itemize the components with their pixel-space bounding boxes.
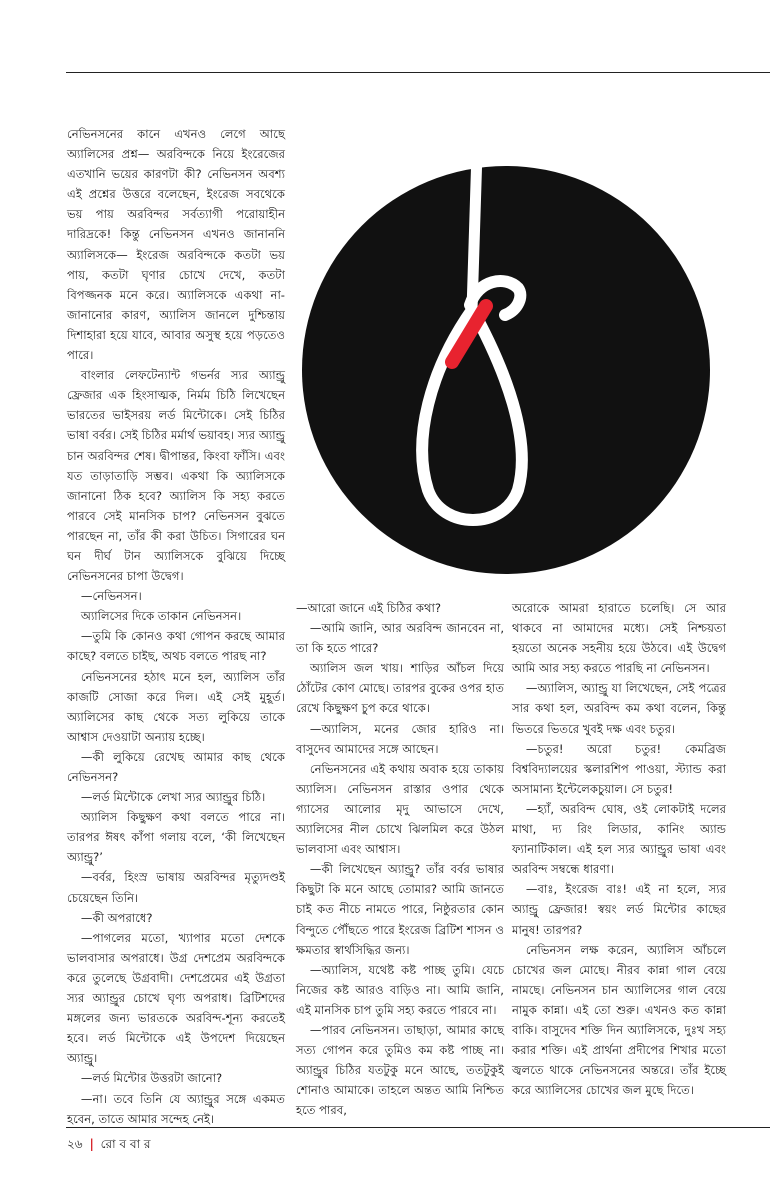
- paragraph: —আরো জানে এই চিঠির কথা?: [296, 601, 442, 615]
- paragraph: নেভিনসনের কানে এখনও লেগে আছে অ্যালিসের প্রশ্ন— অরবিন্দকে নিয়ে ইংরেজের এতখানি ভয়ের কারণটা কী? নেভিনসন অবশ্য এই প্রশ্নের উত্তরে বলেছেন, ইংরেজ সবথেকে ভয় পায় অরবিন্দর সর্বত্যাগী পরোয়াহীন দারিদ্রকে! কিন্তু নেভিনসন এখনও জানাননি অ্যালিসকে— ইংরেজ অরবিন্দকে কতটা ভয় পায়, কতটা ঘৃণার চোখে দেখে, কতটা বিপজ্জনক মনে করে। অ্যালিসকে একথা না-জানানোর কারণ, অ্যালিস জানলে দুশ্চিন্তায় দিশাহারা হয়ে যাবে, আবার অসুস্থ হয়ে পড়তেও পারে।: [67, 127, 285, 363]
- text-column-1: [67, 124, 285, 1129]
- paragraph: —তুমি কি কোনও কথা গোপন করছে আমার কাছে? বলতে চাইছ, অথচ বলতে পারছ না?: [67, 629, 285, 664]
- text-column-2: [296, 598, 504, 1120]
- magazine-name: রো ব বা র: [100, 1137, 151, 1151]
- paragraph: —পাগলের মতো, খ্যাপার মতো দেশকে ভালবাসার অপরাধে। উগ্র দেশপ্রেম অরবিন্দকে করে তুলেছে উগ্রবাদী। দেশপ্রেমের এই উগ্রতা স্যর অ্যান্ড্রুর চোখে ঘৃণ্য অপরাধ। ব্রিটিশদের মঙ্গলের জন্য ভারতকে অরবিন্দ-শূন্য করতেই হবে। লর্ড মিন্টোকে এই উপদেশ দিয়েছেন অ্যান্ড্রু।: [67, 930, 285, 1066]
- paragraph: অরোকে আমরা হারাতে চলেছি। সে আর থাকবে না আমাদের মধ্যে। সেই নিশ্চয়তা হয়তো অনেক সহনীয় হয়ে উঠবে। এই উদ্বেগ আমি আর সহ্য করতে পারছি না নেভিনসন।: [512, 601, 726, 676]
- paragraph: —লর্ড মিন্টোকে লেখা স্যর অ্যান্ড্রুর চিঠি।: [80, 790, 266, 805]
- paragraph: —কী লুকিয়ে রেখেছ আমার কাছ থেকে নেভিনসন?: [67, 749, 285, 784]
- paragraph: —পারব নেভিনসন। তাছাড়া, আমার কাছে সত্য গোপন করে তুমিও কম কষ্ট পাচ্ছ না। অ্যান্ড্রুর চিঠির যতটুকু মনে আছে, ততটুকুই শোনাও আমাকে। তাহলে অন্তত আমি নিশ্চিত হতে পারব,: [296, 1022, 504, 1118]
- paragraph: —বর্বর, হিংস্র ভাষায় অরবিন্দর মৃত্যুদণ্ডই চেয়েছেন তিনি।: [67, 870, 285, 905]
- noose-illustration: [300, 110, 710, 590]
- paragraph: অ্যালিস জল খায়। শাড়ির আঁচল দিয়ে ঠোঁটের কোণ মোছে। তারপর বুকের ওপর হাত রেখে কিছুক্ষণ চুপ করে থাকে।: [296, 661, 504, 716]
- text-column-3: [512, 598, 726, 1100]
- paragraph: —কী অপরাধে?: [80, 910, 153, 925]
- page-footer: [67, 1136, 151, 1156]
- paragraph: —অ্যালিস, অ্যান্ড্রু যা লিখেছেন, সেই পত্রের সার কথা হল, অরবিন্দ কম কথা বলেন, কিন্তু ভিতরে ভিতরে খুবই দক্ষ এবং চতুর।: [512, 681, 726, 736]
- paragraph: অ্যালিসের দিকে তাকান নেভিনসন।: [80, 609, 242, 624]
- paragraph: —কী লিখেছেন অ্যান্ড্রু? তাঁর বর্বর ভাষার কিছুটা কি মনে আছে তোমার? আমি জানতে চাই কত নীচে নামতে পারে, নিষ্ঠুরতার কোন বিন্দুতে পৌঁছতে পারে ইংরেজ ব্রিটিশ শাসন ও ক্ষমতার স্বার্থসিদ্ধির জন্য।: [296, 862, 504, 957]
- paragraph: অ্যালিস কিছুক্ষণ কথা বলতে পারে না। তারপর ঈষৎ কাঁপা গলায় বলে, ‘কী লিখেছেন অ্যান্ড্রু?’: [67, 810, 285, 865]
- paragraph: নেভিনসনের এই কথায় অবাক হয়ে তাকায় অ্যালিস। নেভিনসন রাস্তার ওপার থেকে গ্যাসের আলোর মৃদু আভাসে দেখে, অ্যালিসের নীল চোখে ঝিলমিল করে উঠল ভালবাসা এবং আশ্বাস।: [296, 761, 504, 857]
- paragraph: নেভিনসন লক্ষ করেন, অ্যালিস আঁচলে চোখের জল মোছে। নীরব কান্না গাল বেয়ে নামছে। নেভিনসন চান অ্যালিসের গাল বেয়ে নামুক কান্না। এই তো শুরু। এখনও কত কান্না বাকি। বাসুদেব শক্তি দিন অ্যালিসকে, দুঃখ সহ্য করার শক্তি। এই প্রার্থনা প্রদীপের শিখার মতো জ্বলতে থাকে নেভিনসনের অন্তরে। তাঁর ইচ্ছে করে অ্যালিসের চোখের জল মুছে দিতে।: [512, 942, 726, 1098]
- paragraph: —নেভিনসন।: [80, 589, 142, 604]
- paragraph: —বাঃ, ইংরেজ বাঃ! এই না হলে, স্যর অ্যান্ড্রু ফ্রেজার! স্বয়ং লর্ড মিন্টোর কাছের মানুষ! তারপর?: [512, 882, 726, 937]
- top-rule: [66, 72, 770, 73]
- paragraph: —আমি জানি, আর অরবিন্দ জানবেন না, তা কি হতে পারে?: [296, 621, 504, 656]
- page-number: ২৬: [67, 1137, 83, 1151]
- paragraph: —লর্ড মিন্টোর উত্তরটা জানো?: [80, 1071, 223, 1086]
- paragraph: —অ্যালিস, যথেষ্ট কষ্ট পাচ্ছ তুমি। যেচে নিজের কষ্ট আরও বাড়িও না। আমি জানি, এই মানসিক চাপ তুমি সহ্য করতে পারবে না।: [296, 962, 504, 1017]
- bottom-rule: [66, 1127, 770, 1128]
- paragraph: —হ্যাঁ, অরবিন্দ ঘোষ, ওই লোকটাই দলের মাথা, দ্য রিং লিডার, কানিং অ্যান্ড ফ্যানাটিকাল। এই হল স্যর অ্যান্ড্রুর ভাষা এবং অরবিন্দ সম্বন্ধে ধারণা।: [512, 801, 726, 877]
- paragraph: —চতুর! অরো চতুর! কেমব্রিজ বিশ্ববিদ্যালয়ের স্কলারশিপ পাওয়া, স্ট্যান্ড করা অসামান্য ইন্টেলেকচুয়াল। সে চতুর!: [512, 741, 726, 796]
- paragraph: বাংলার লেফটেন্যান্ট গভর্নর স্যর অ্যান্ড্রু ফ্রেজার এক হিংসাত্মক, নির্মম চিঠি লিখেছেন ভারতের ভাইসরয় লর্ড মিন্টোকে। সেই চিঠির ভাষা বর্বর। সেই চিঠির মর্মার্থ ভয়াবহ। স্যর অ্যান্ড্রু চান অরবিন্দর শেষ। দ্বীপান্তর, কিংবা ফাঁসি। এবং যত তাড়াতাড়ি সম্ভব। একথা কি অ্যালিসকে জানানো ঠিক হবে? অ্যালিস কি সহ্য করতে পারবে সেই মানসিক চাপ? নেভিনসন বুঝতে পারছেন না, তাঁর কী করা উচিত। সিগারের ঘন ঘন দীর্ঘ টান অ্যালিসকে বুঝিয়ে দিচ্ছে নেভিনসনের চাপা উদ্বেগ।: [67, 368, 285, 584]
- paragraph: —না। তবে তিনি যে অ্যান্ড্রুর সঙ্গে একমত হবেন, তাতে আমার সন্দেহ নেই।: [67, 1091, 285, 1126]
- paragraph: —অ্যালিস, মনের জোর হারিও না। বাসুদেব আমাদের সঙ্গে আছেন।: [296, 721, 504, 756]
- paragraph: নেভিনসনের হঠাৎ মনে হল, অ্যালিস তাঁর কাজটি সোজা করে দিল। এই সেই মুহূর্ত। অ্যালিসের কাছ থেকে সত্য লুকিয়ে তাকে আশ্বাস দেওয়াটা অন্যায় হচ্ছে।: [67, 669, 285, 744]
- footer-separator: |: [89, 1137, 94, 1151]
